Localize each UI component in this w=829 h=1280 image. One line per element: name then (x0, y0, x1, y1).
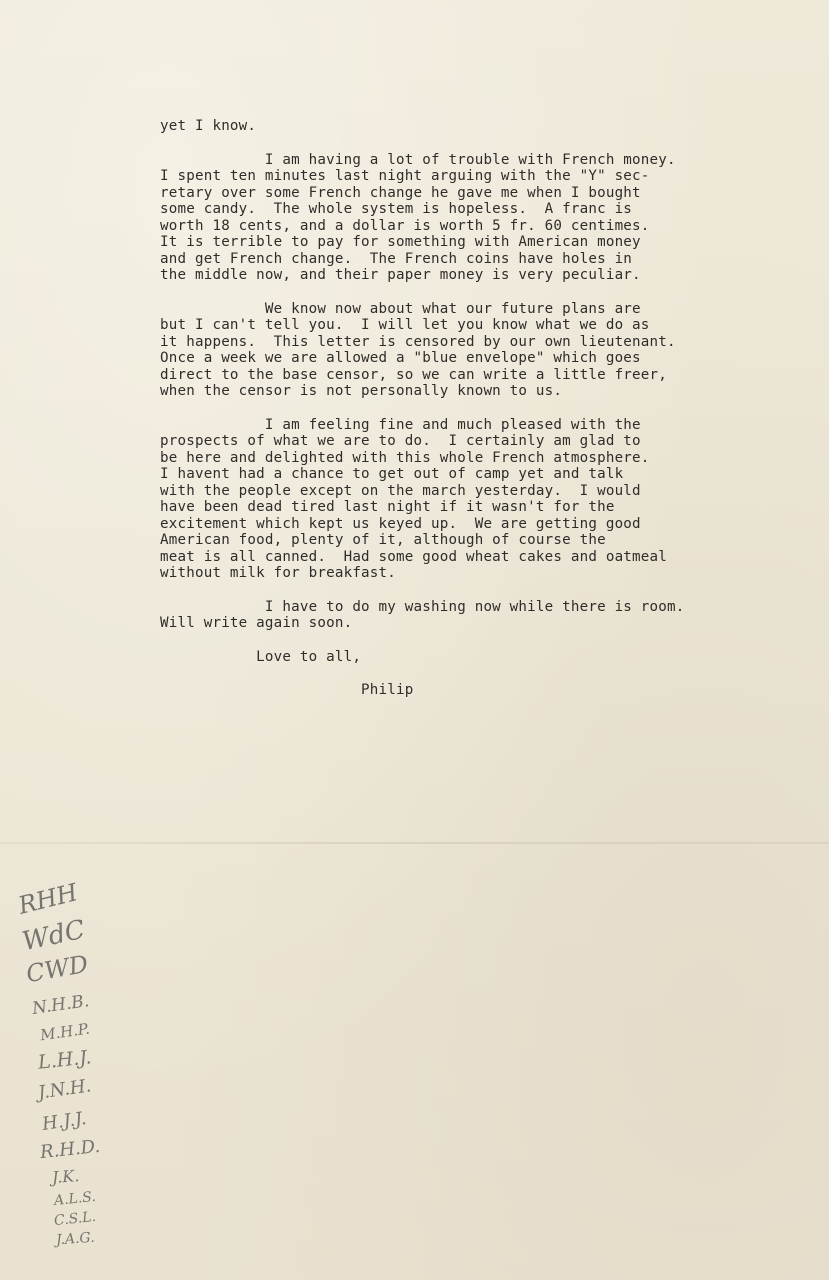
letter-line: I am having a lot of trouble with French money. (160, 151, 676, 168)
letter-line: Once a week we are allowed a "blue envelope" which goes (160, 350, 641, 366)
letter-line: direct to the base censor, so we can write a little freer, (160, 366, 668, 383)
letter-line: It is terrible to pay for something with American money (160, 234, 641, 250)
letter-blank-line (160, 400, 760, 417)
letter-line: with the people except on the march yesterday. I would (160, 482, 641, 499)
letter-line: retary over some French change he gave me when I bought (160, 184, 641, 201)
letter-line: when the censor is not personally known to us. (160, 383, 563, 399)
letter-blank-line (160, 582, 760, 599)
margin-initials: R.H.D. (39, 1135, 102, 1164)
letter-line: American food, plenty of it, although of course the (160, 532, 606, 548)
letter-line: worth 18 cents, and a dollar is worth 5 fr. 60 centimes. (160, 217, 650, 234)
margin-initials: J.K. (51, 1166, 80, 1187)
margin-initials: C.S.L. (53, 1208, 97, 1230)
margin-initials: J.N.H. (36, 1075, 93, 1104)
paper-fold-line (0, 842, 829, 844)
letter-line: I have to do my washing now while there is room. (160, 598, 685, 615)
letter-blank-line (160, 632, 760, 649)
letter-line: some candy. The whole system is hopeless. A franc is (160, 201, 633, 217)
margin-initials: L.H.J. (36, 1046, 93, 1074)
letter-line: I havent had a chance to get out of camp yet and talk (160, 466, 624, 482)
letter-line: I am feeling fine and much pleased with the (160, 416, 641, 433)
letter-blank-line (160, 135, 760, 152)
letter-line: the middle now, and their paper money is very peculiar. (160, 267, 641, 283)
margin-initials: WdC (19, 914, 88, 958)
margin-initials: M.H.P. (38, 1019, 91, 1045)
letter-body (160, 118, 760, 699)
margin-initials: H.J.J. (40, 1108, 88, 1135)
letter-line: We know now about what our future plans are (160, 300, 641, 317)
letter-line: but I can't tell you. I will let you know what we do as (160, 317, 650, 333)
letter-line: Love to all, (160, 648, 362, 665)
letter-line: have been dead tired last night if it wasn't for the (160, 499, 615, 515)
letter-line: Philip (160, 682, 414, 698)
margin-initials: N.H.B. (30, 991, 91, 1019)
letter-line: meat is all canned. Had some good wheat cakes and oatmeal (160, 548, 668, 565)
letter-line: excitement which kept us keyed up. We are getting good (160, 515, 641, 532)
letter-blank-line (160, 284, 760, 301)
letter-line: Will write again soon. (160, 615, 353, 631)
margin-initials: CWD (24, 949, 91, 989)
margin-initials: RHH (15, 878, 81, 920)
letter-line: yet I know. (160, 118, 257, 134)
letter-blank-line (160, 665, 760, 682)
letter-line: I spent ten minutes last night arguing with the "Y" sec- (160, 168, 650, 184)
letter-line: and get French change. The French coins have holes in (160, 250, 633, 267)
letter-line: it happens. This letter is censored by our own lieutenant. (160, 333, 676, 350)
letter-line: be here and delighted with this whole French atmosphere. (160, 449, 650, 466)
handwritten-margin-initials (14, 878, 154, 1255)
letter-line: prospects of what we are to do. I certainly am glad to (160, 433, 641, 449)
margin-initials: A.L.S. (53, 1188, 97, 1210)
letter-line: without milk for breakfast. (160, 565, 397, 581)
margin-initials: J.A.G. (55, 1229, 96, 1249)
